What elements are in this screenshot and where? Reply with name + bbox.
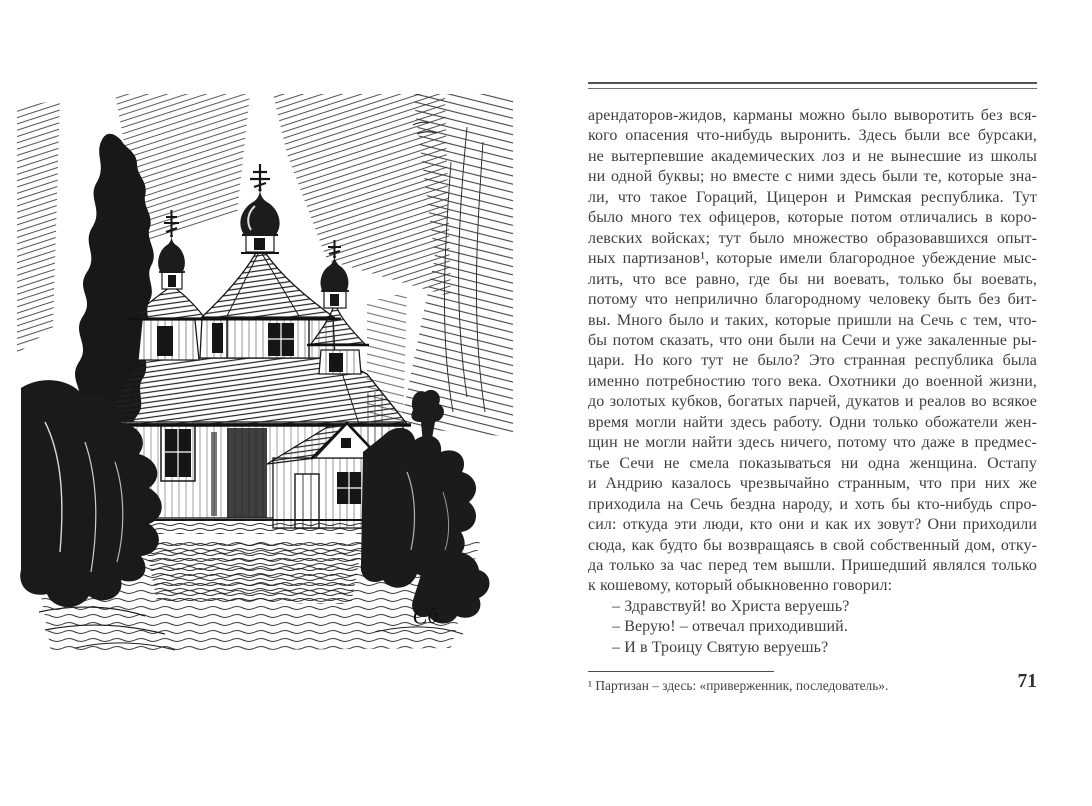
window	[329, 353, 343, 372]
text-line: время могли найти здесь работу. Одни только обожатели жен-	[588, 413, 1037, 431]
text-line: – Верую! – отвечал приходивший.	[612, 618, 848, 636]
illustration-signature: Сб.	[411, 601, 445, 629]
text-line: лить, что все равно, где бы ни воевать, только бы воевать,	[588, 270, 1037, 288]
text-line: вы. Много было и таких, которые пришли на Сечь с тем, что-	[588, 311, 1037, 329]
text-line: сил: откуда эти люди, кто они и как их зовут? Они приходили	[588, 516, 1037, 534]
central-tent-roof	[195, 249, 341, 319]
text-line: да только за час перед тем вышли. Пришедший являлся только	[588, 556, 1037, 574]
cross	[250, 164, 270, 191]
text-line: потому что неприлично благородному человеку быть без бит-	[588, 291, 1037, 309]
central-cupola	[240, 164, 279, 253]
text-line: цари. Но кого тут не было? Это странная республика была	[588, 352, 1037, 370]
text-line: – И в Троицу Святую веруешь?	[612, 638, 829, 656]
right-drum	[319, 350, 361, 374]
window	[212, 323, 223, 353]
text-line: кого опасения что-нибудь выронить. Здесь были все бурсаки,	[588, 127, 1037, 145]
text-line: именно потребностию того века. Охотники до военной жизни,	[588, 372, 1037, 390]
text-line: щин не могли найти здесь ничего, потому что даже в предмес-	[588, 434, 1037, 452]
text-line: ных партизанов¹, которые имели благородное убеждение мыс-	[588, 250, 1037, 268]
text-line: – Здравствуй! во Христа веруешь?	[612, 597, 850, 615]
window	[157, 326, 173, 356]
body-text	[588, 106, 1037, 658]
text-line: ли, что такое Гораций, Цицерон и Римская республика. Тут	[588, 188, 1037, 206]
text-line: тье Сечи не смела показываться ни одна женщина. Остапу	[588, 454, 1037, 472]
sky-hatch	[17, 100, 60, 354]
text-line: было много тех офицеров, которые потом отличались в коро-	[588, 209, 1037, 227]
text-line: приходила на Сечь бездна народу, и хоть бы кто-нибудь спро-	[588, 495, 1037, 513]
church-illustration	[15, 92, 515, 667]
footnote: ¹ Партизан – здесь: «приверженник, последователь».	[588, 678, 889, 693]
onion-dome	[240, 191, 279, 236]
text-line: арендаторов-жидов, карманы можно было выворотить без вся-	[588, 107, 1037, 124]
text-line: к кошевому, который обыкновенно говорил:	[588, 577, 893, 595]
text-line: левских войсках; тут было множество образовавшихся опыт-	[588, 229, 1037, 247]
text-line: не вытерпевшие академических лоз и не вынесшие из школы	[588, 147, 1037, 165]
skirt-roof	[95, 358, 411, 425]
text-line: и Андрию казалось чрезвычайно странным, что при них же	[588, 475, 1037, 493]
ground-hatch	[145, 542, 363, 604]
text-line: сюда, как будто бы возвращаясь в свой собственный дом, отку-	[588, 536, 1037, 554]
text-line: бы потом сказать, что они были на Сечи и уже закаленные ры-	[588, 331, 1037, 349]
text-line: ни одной буквы; но вместе с ними здесь были те, которые зна-	[588, 168, 1037, 186]
text-line: до золотых кубков, богатых парчей, дукатов и реалов во всякое	[588, 393, 1037, 411]
central-drum	[200, 317, 335, 358]
page-number: 71	[1017, 671, 1037, 692]
onion-dome	[158, 237, 185, 273]
left-drum	[138, 320, 199, 360]
header-double-rule	[588, 82, 1037, 89]
